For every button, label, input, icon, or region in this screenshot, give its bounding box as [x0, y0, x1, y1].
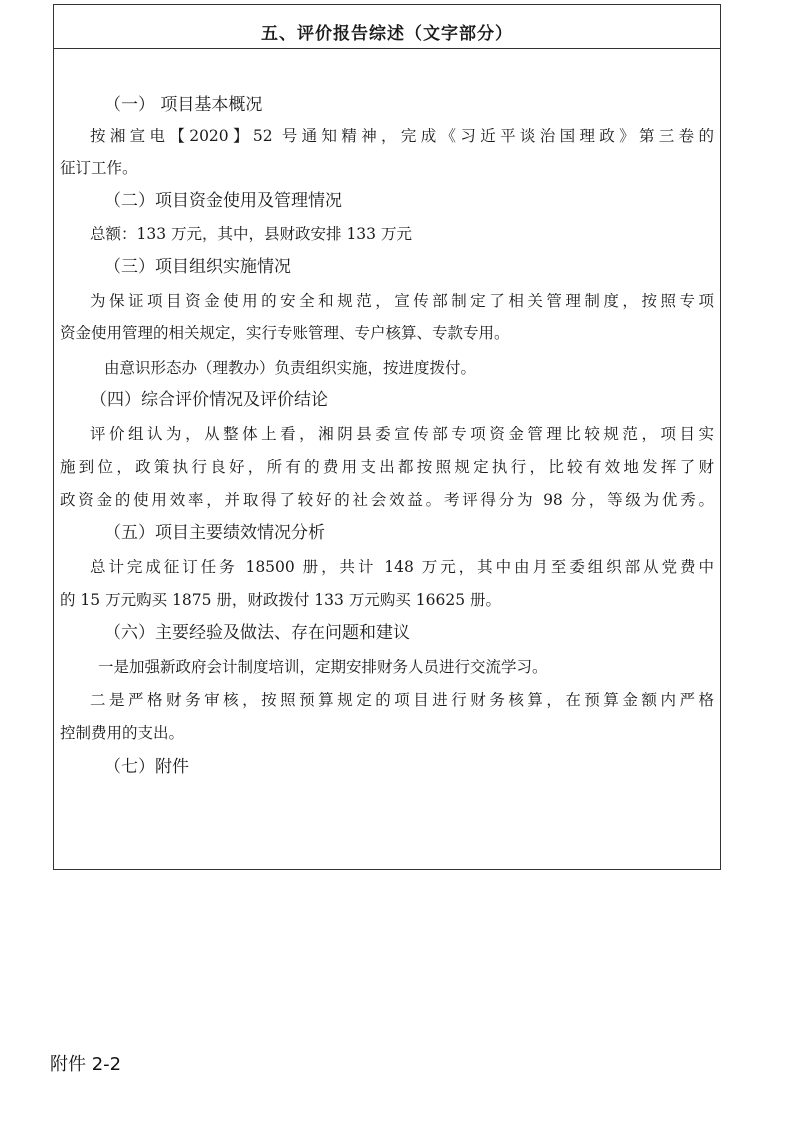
title-divider [54, 48, 720, 49]
section-3-paragraph-line: 资金使用管理的相关规定，实行专账管理、专户核算、专款专用。 [60, 324, 510, 342]
section-5-heading: （五）项目主要绩效情况分析 [104, 523, 325, 543]
report-frame [53, 4, 721, 870]
section-3-paragraph-line: 为保证项目资金使用的安全和规范，宣传部制定了相关管理制度，按照专项 [90, 292, 714, 310]
section-4-paragraph-line: 政资金的使用效率，并取得了较好的社会效益。考评得分为 98 分，等级为优秀。 [60, 491, 714, 509]
section-4-paragraph-line: 评价组认为，从整体上看，湘阴县委宣传部专项资金管理比较规范，项目实 [90, 425, 714, 443]
section-6-heading: （六）主要经验及做法、存在问题和建议 [104, 623, 410, 643]
section-4-heading: （四）综合评价情况及评价结论 [90, 390, 328, 410]
section-6-paragraph-line: 二是严格财务审核，按照预算规定的项目进行财务核算，在预算金额内严格 [90, 691, 714, 709]
report-title: 五、评价报告综述（文字部分） [261, 24, 513, 44]
section-1-paragraph-line: 征订工作。 [60, 159, 138, 177]
section-6-paragraph-line: 一是加强新政府会计制度培训，定期安排财务人员进行交流学习。 [98, 658, 548, 676]
section-5-paragraph-line: 总计完成征订任务 18500 册，共计 148 万元，其中由月至委组织部从党费中 [90, 558, 714, 576]
section-1-heading: （一） 项目基本概况 [104, 95, 263, 115]
attachment-label: 附件 2-2 [50, 1054, 122, 1075]
section-2-heading: （二）项目资金使用及管理情况 [104, 191, 342, 211]
section-3-paragraph-line: 由意识形态办（理教办）负责组织实施，按进度拨付。 [104, 359, 477, 377]
section-7-heading: （七）附件 [104, 757, 189, 777]
section-2-paragraph-line: 总额：133 万元，其中，县财政安排 133 万元 [90, 225, 412, 243]
section-1-paragraph-line: 按湘宣电【2020】52 号通知精神，完成《习近平谈治国理政》第三卷的 [90, 127, 714, 145]
section-3-heading: （三）项目组织实施情况 [104, 257, 291, 277]
section-6-paragraph-line: 控制费用的支出。 [60, 724, 185, 742]
section-5-paragraph-line: 的 15 万元购买 1875 册，财政拨付 133 万元购买 16625 册。 [60, 591, 501, 609]
section-4-paragraph-line: 施到位，政策执行良好，所有的费用支出都按照规定执行，比较有效地发挥了财 [60, 458, 714, 476]
